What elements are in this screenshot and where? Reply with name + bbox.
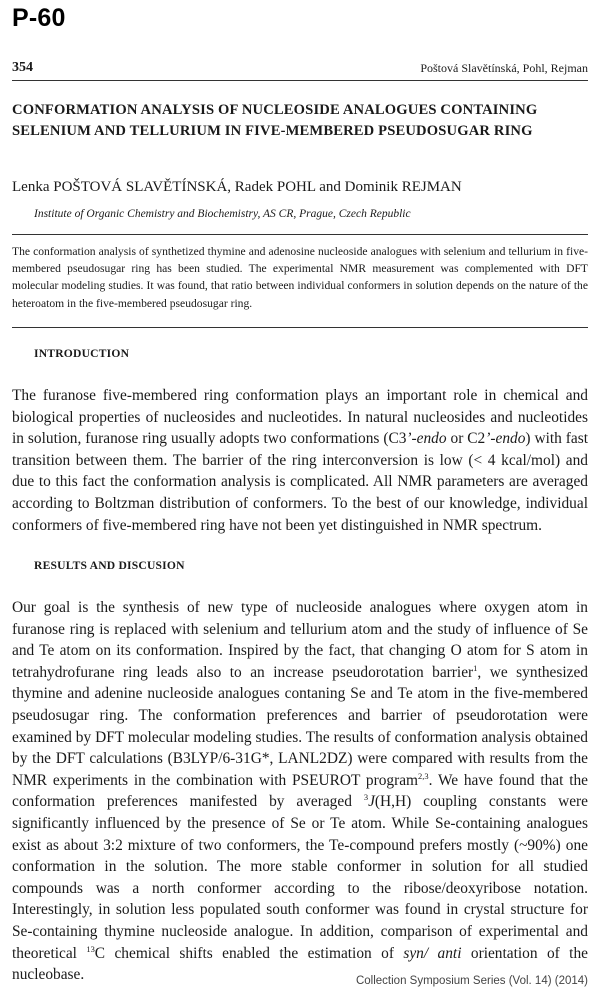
- intro-text-b: or C2: [446, 430, 486, 448]
- superscript-13: 13: [86, 943, 95, 954]
- affiliation: Institute of Organic Chemistry and Biochemistry, AS CR, Prague, Czech Republic: [34, 208, 411, 220]
- coupling-j: J: [368, 793, 375, 811]
- intro-endo-1: ’-endo: [406, 430, 447, 448]
- results-text-4: (H,H) coupling constants were significantly influenced by the presence of Se or Te atom. While Se-containing analogues exist as about 3:2 mixture of two conformers, the Te-compound prefers mostly (~90%) one conformation in the solution. The more stable conformer in solution for all studied compounds was a north conformer according to the ribose/deoxyribose notation. Interestingly, in solution less populated south conformer was found in crystal structure for Se-containing thymine nucleoside analogue. In addition, comparison of experimental and theoretical: [12, 793, 588, 962]
- citation-1: 1: [473, 662, 478, 673]
- superscript-3: 3: [363, 792, 369, 803]
- results-text-6: orientation of the nucleobase.: [12, 944, 588, 984]
- page-number: 354: [12, 60, 33, 75]
- results-heading: RESULTS AND DISCUSION: [34, 559, 185, 572]
- intro-endo-2: ’-endo: [485, 430, 526, 448]
- results-text-1: Our goal is the synthesis of new type of nucleoside analogues where oxygen atom in furanose ring is replaced with selenium and tellurium atom and the study of influence of Se and Te atom on its conformation. Inspired by the fact, that changing O atom for S atom in tetrahydrofurane ring leads also to an increase pseudorotation barrier: [12, 599, 588, 681]
- syn-anti: syn/ anti: [403, 944, 462, 962]
- introduction-paragraph: [12, 385, 588, 536]
- intro-text-c: ) with fast transition between them. The barrier of the ring interconversion is low (< 4 kcal/mol) and due to this fact the conformation analysis is complicated. All NMR parameters are averaged according to Boltzman distribution of conformers. To the best of our knowledge, individual conformers of five-membered ring have not been yet distinguished in NMR spectrum.: [12, 430, 588, 534]
- abstract: The conformation analysis of synthetized thymine and adenosine nucleoside analogues with selenium and tellurium in five-membered pseudosugar ring has been studied. The experimental NMR measurement was complemented with DFT molecular modeling studies. It was found, that ratio between individual conformers in solution depends on the nature of the heteroatom in the five-membered pseudosugar ring.: [12, 245, 588, 310]
- results-paragraph: [12, 597, 588, 986]
- results-text-3: . We have found that the conformation preferences manifested by averaged: [12, 771, 588, 811]
- introduction-body: [12, 385, 588, 536]
- results-text-5: C chemical shifts enabled the estimation of: [94, 944, 404, 962]
- abstract-bottom-rule: [12, 327, 588, 328]
- abstract-top-rule: [12, 234, 588, 235]
- poster-id: P-60: [12, 4, 66, 32]
- header-rule: [12, 80, 588, 81]
- results-body: [12, 597, 588, 986]
- paper-title: CONFORMATION ANALYSIS OF NUCLEOSIDE ANALOGUES CONTAINING SELENIUM AND TELLURIUM IN FIVE-MEMBERED PSEUDOSUGAR RING: [12, 102, 538, 139]
- footer-series: Collection Symposium Series (Vol. 14) (2014): [355, 975, 588, 987]
- intro-text-a: The furanose five-membered ring conformation plays an important role in chemical and biological properties of nucleosides and nucleotides. In natural nucleosides and nucleotides in solution, furanose ring usually adopts two conformations (C3: [12, 387, 588, 448]
- citation-2-3: 2,3: [418, 770, 429, 781]
- running-head: Poštová Slavětínská, Pohl, Rejman: [420, 61, 588, 75]
- introduction-heading: INTRODUCTION: [34, 347, 130, 360]
- authors: Lenka POŠTOVÁ SLAVĚTÍNSKÁ, Radek POHL and Dominik REJMAN: [12, 179, 462, 195]
- results-text-2: , we synthesized thymine and adenine nucleoside analogues contaning Se and Te atom in the five-membered pseudosugar ring. The conformation preferences and barrier of pseudorotation were examined by DFT molecular modeling studies. The results of conformation analysis obtained by the DFT calculations (B3LYP/6-31G*, LANL2DZ) were compared with results from the NMR experiments in the combination with PSEUROT program: [12, 663, 588, 789]
